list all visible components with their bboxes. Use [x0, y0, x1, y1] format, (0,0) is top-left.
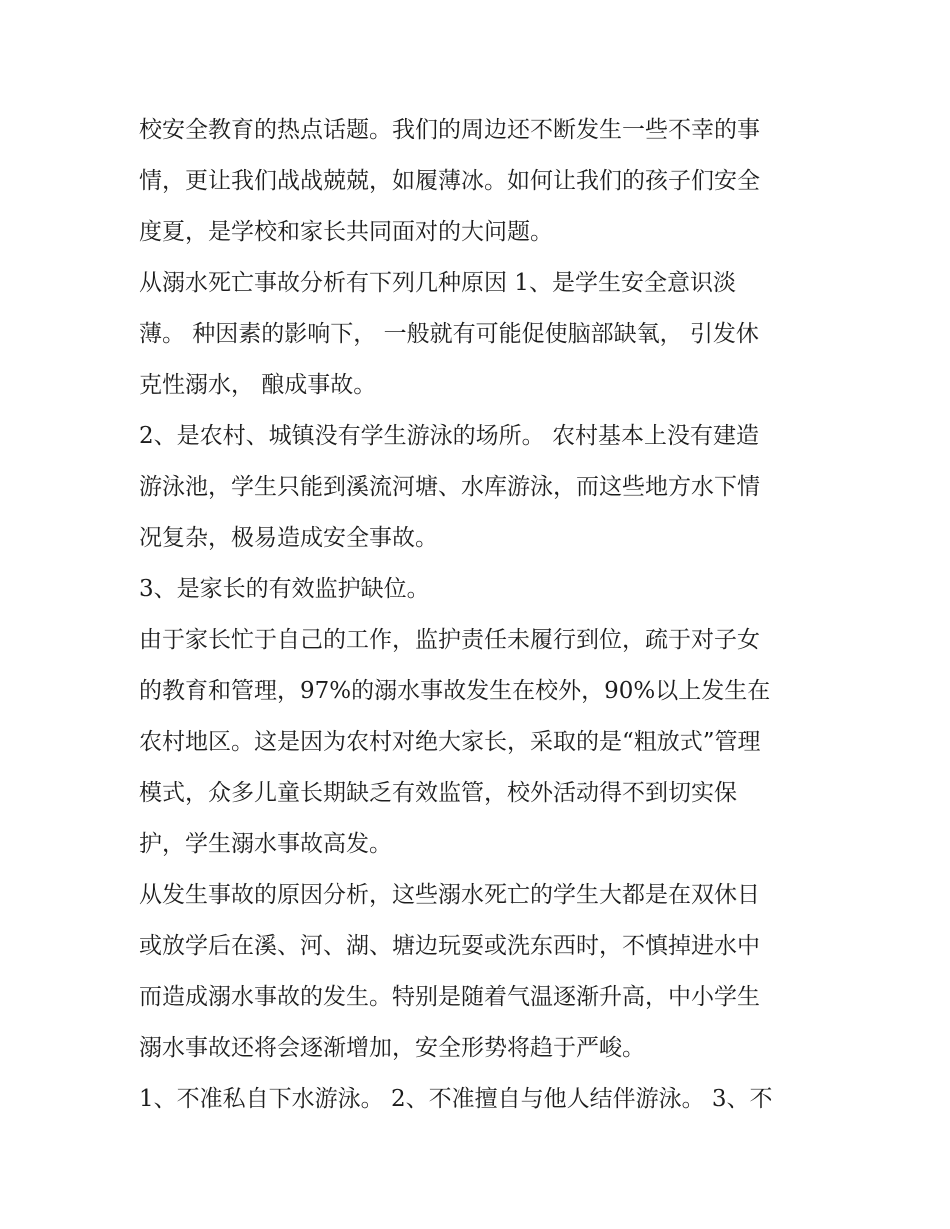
- text-line-3: 度夏，是学校和家长共同面对的大问题。: [139, 219, 553, 245]
- text-line-16: 从发生事故的原因分析，这些溺水死亡的学生大都是在双休日: [139, 882, 760, 908]
- document-body: [139, 105, 819, 1125]
- text-line-17: 或放学后在溪、河、湖、塘边玩耍或洗东西时，不慎掉进水中: [139, 933, 760, 959]
- text-line-15: 护，学生溺水事故高发。: [139, 831, 392, 857]
- text-line-20: 1、不准私自下水游泳。 2、不准擅自与他人结伴游泳。 3、不: [139, 1086, 773, 1112]
- text-line-5: 薄。 种因素的影响下， 一般就有可能促使脑部缺氧， 引发休: [139, 321, 759, 347]
- text-line-6: 克性溺水， 酿成事故。: [139, 372, 377, 398]
- text-line-1: 校安全教育的热点话题。我们的周边还不断发生一些不幸的事: [139, 117, 760, 143]
- text-line-8: 游泳池，学生只能到溪流河塘、水库游泳，而这些地方水下情: [139, 474, 760, 500]
- text-line-13: 农村地区。这是因为农村对绝大家长，采取的是“粗放式”管理: [139, 729, 761, 755]
- text-line-4: 从溺水死亡事故分析有下列几种原因 1、是学生安全意识淡: [139, 270, 736, 296]
- text-line-10: 3、是家长的有效监护缺位。: [139, 576, 430, 602]
- text-line-19: 溺水事故还将会逐渐增加，安全形势将趋于严峻。: [139, 1035, 645, 1061]
- text-line-18: 而造成溺水事故的发生。特别是随着气温逐渐升高，中小学生: [139, 984, 760, 1010]
- text-line-9: 况复杂，极易造成安全事故。: [139, 525, 438, 551]
- text-line-7: 2、是农村、城镇没有学生游泳的场所。 农村基本上没有建造: [139, 423, 759, 449]
- text-line-12: 的教育和管理，97%的溺水事故发生在校外，90%以上发生在: [139, 678, 771, 704]
- text-line-14: 模式，众多儿童长期缺乏有效监管，校外活动得不到切实保: [139, 780, 737, 806]
- text-line-11: 由于家长忙于自己的工作，监护责任未履行到位，疏于对子女: [139, 627, 760, 653]
- text-line-2: 情，更让我们战战兢兢，如履薄冰。如何让我们的孩子们安全: [139, 168, 760, 194]
